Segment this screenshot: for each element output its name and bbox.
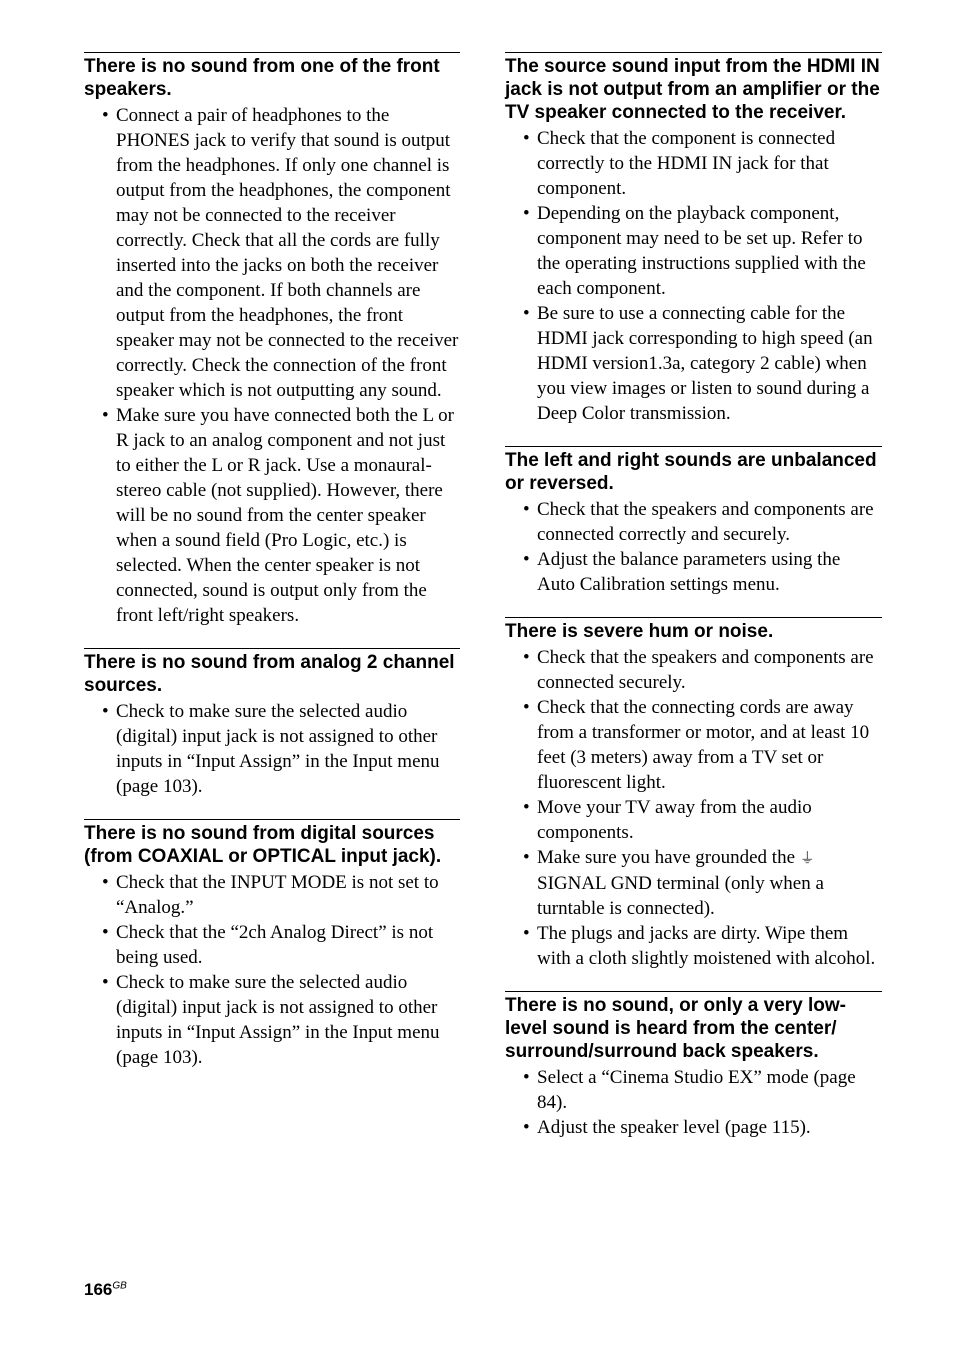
list-item-text: Check that the speakers and components are connected correctly and securely. (537, 499, 874, 545)
bullet-marker: • (102, 972, 109, 993)
list-item (505, 795, 882, 845)
list-item (84, 403, 460, 628)
list-item (505, 301, 882, 426)
list-item-text: Check to make sure the selected audio (digital) input jack is not assigned to other inputs in “Input Assign” in the Input menu (page 103). (116, 972, 440, 1068)
list-item-text: Make sure you have connected both the L or R jack to an analog component and not just to either the L or R jack. Use a monaural-stereo cable (not supplied). However, there will be no sound from the center speaker when a sound field (Pro Logic, etc.) is selected. When the center speaker is not connected, sound is output only from the front left/right speakers. (116, 405, 455, 626)
list-item-text: Connect a pair of headphones to the PHONES jack to verify that sound is output from the headphones. If only one channel is output from the headphones, the component may not be connected to the receiver correctly. Check that all the cords are fully inserted into the jacks on both the receiver and the component. If both channels are output from the headphones, the front speaker may not be connected to the receiver correctly. Check the connection of the front speaker which is not outputting any sound. (116, 105, 459, 401)
list-item (505, 201, 882, 301)
list-item-text: Move your TV away from the audio components. (537, 797, 812, 843)
bullet-marker: • (523, 797, 530, 818)
list-item-text: Check that the component is connected correctly to the HDMI IN jack for that component. (537, 128, 836, 199)
bullet-marker: • (523, 499, 530, 520)
page-number (84, 1280, 127, 1300)
page-number-suffix: GB (112, 1280, 127, 1292)
list-item-text-after: SIGNAL GND terminal (only when a turntable is connected). (537, 873, 824, 919)
list-item (505, 921, 882, 971)
bullet-marker: • (523, 303, 530, 324)
list-item-text: Be sure to use a connecting cable for the HDMI jack corresponding to high speed (an HDMI version1.3a, category 2 cable) when you view images or listen to sound during a Deep Color transmission. (537, 303, 873, 424)
list-item-text: Adjust the balance parameters using the Auto Calibration settings menu. (537, 549, 841, 595)
list-item (505, 645, 882, 695)
section-heading: The source sound input from the HDMI IN jack is not output from an amplifier or the TV speaker connected to the receiver. (505, 56, 880, 123)
section-center-surround-low-sound (505, 991, 882, 1140)
left-column (84, 52, 460, 1090)
list-item (505, 1115, 882, 1140)
bullet-marker: • (102, 701, 109, 722)
bullet-marker: • (523, 549, 530, 570)
bullet-marker: • (523, 647, 530, 668)
section-unbalanced-sound (505, 446, 882, 597)
list-item-text: Check that the “2ch Analog Direct” is not being used. (116, 922, 434, 968)
bullet-marker: • (523, 697, 530, 718)
bullet-marker: • (102, 105, 109, 126)
bullet-marker: • (523, 1117, 530, 1138)
bullet-list (505, 645, 882, 971)
list-item-text: Select a “Cinema Studio EX” mode (page 84). (537, 1067, 856, 1113)
list-item-text-before: Make sure you have grounded the (537, 847, 796, 868)
list-item-text: Check that the INPUT MODE is not set to “Analog.” (116, 872, 439, 918)
list-item (505, 497, 882, 547)
list-item (84, 699, 460, 799)
bullet-marker: • (523, 847, 530, 868)
section-analog-2ch-no-sound (84, 648, 460, 799)
section-front-speaker-no-sound (84, 52, 460, 628)
list-item (84, 103, 460, 403)
bullet-marker: • (102, 922, 109, 943)
bullet-marker: • (523, 923, 530, 944)
list-item-text: Check to make sure the selected audio (digital) input jack is not assigned to other inputs in “Input Assign” in the Input menu (page 103). (116, 701, 440, 797)
section-heading: There is severe hum or noise. (505, 621, 774, 642)
ground-icon: ⏚ (799, 849, 815, 867)
section-hum-noise (505, 617, 882, 971)
page-number-value: 166 (84, 1280, 113, 1299)
section-heading: There is no sound, or only a very low-level sound is heard from the center/ surround/surround back speakers. (505, 995, 847, 1062)
section-hdmi-no-output (505, 52, 882, 426)
list-item (505, 1065, 882, 1115)
section-heading: There is no sound from analog 2 channel sources. (84, 652, 455, 696)
bullet-marker: • (102, 405, 109, 426)
list-item (84, 870, 460, 920)
list-item-text: Check that the speakers and components are connected securely. (537, 647, 874, 693)
bullet-marker: • (523, 203, 530, 224)
bullet-marker: • (102, 872, 109, 893)
right-column (505, 52, 882, 1160)
bullet-list (505, 497, 882, 597)
bullet-list (84, 870, 460, 1070)
bullet-marker: • (523, 128, 530, 149)
section-heading: There is no sound from digital sources (from COAXIAL or OPTICAL input jack). (84, 823, 442, 867)
list-item (505, 126, 882, 201)
list-item (505, 845, 882, 921)
list-item-text: Adjust the speaker level (page 115). (537, 1117, 811, 1138)
list-item (84, 970, 460, 1070)
section-heading: The left and right sounds are unbalanced or reversed. (505, 450, 877, 494)
list-item (84, 920, 460, 970)
list-item-text: Depending on the playback component, component may need to be set up. Refer to the operating instructions supplied with the each component. (537, 203, 866, 299)
list-item (505, 695, 882, 795)
section-digital-no-sound (84, 819, 460, 1070)
bullet-marker: • (523, 1067, 530, 1088)
list-item-text: The plugs and jacks are dirty. Wipe them with a cloth slightly moistened with alcohol. (537, 923, 876, 969)
list-item-text: Check that the connecting cords are away from a transformer or motor, and at least 10 feet (3 meters) away from a TV set or fluorescent light. (537, 697, 870, 793)
section-heading: There is no sound from one of the front speakers. (84, 56, 440, 100)
bullet-list (505, 1065, 882, 1140)
bullet-list (84, 699, 460, 799)
bullet-list (84, 103, 460, 628)
list-item (505, 547, 882, 597)
bullet-list (505, 126, 882, 426)
